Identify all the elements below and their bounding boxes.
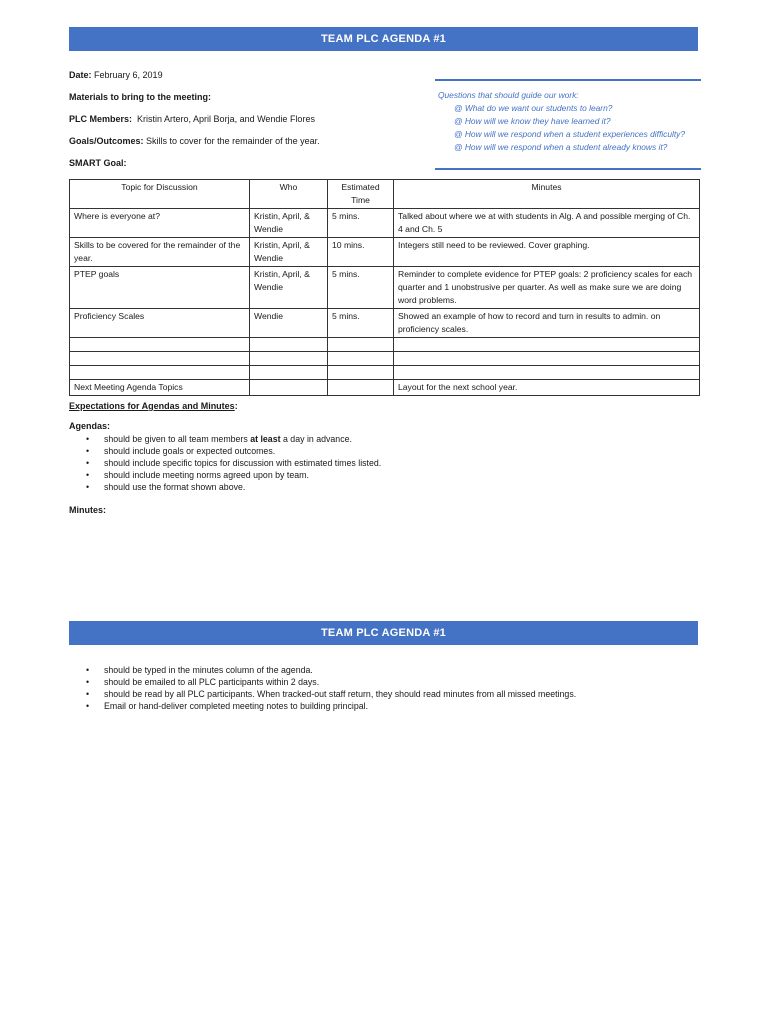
table-row — [70, 309, 700, 338]
header-minutes: Minutes — [394, 180, 700, 209]
cell-time — [328, 380, 394, 396]
agenda-title-banner-repeat — [69, 621, 698, 645]
cell-who — [250, 366, 328, 380]
question-item: @ How will we know they have learned it? — [454, 116, 611, 126]
list-item — [86, 676, 576, 688]
cell-minutes — [394, 352, 700, 366]
agendas-label-line — [69, 421, 110, 431]
minutes-list — [86, 664, 576, 712]
list-item — [86, 445, 381, 457]
materials-label: Materials to bring to the meeting: — [69, 92, 212, 102]
list-item — [86, 457, 381, 469]
goals-value: Skills to cover for the remainder of the year. — [146, 136, 320, 146]
cell-time — [328, 338, 394, 352]
agenda-title: TEAM PLC AGENDA #1 — [320, 627, 447, 639]
questions-heading: Questions that should guide our work: — [438, 90, 579, 100]
cell-who — [250, 338, 328, 352]
materials-line — [69, 92, 211, 102]
table-row — [70, 209, 700, 238]
cell-topic: Proficiency Scales — [70, 309, 250, 338]
table-row-empty — [70, 366, 700, 380]
cell-who: Kristin, April, & Wendie — [250, 267, 328, 309]
cell-minutes: Talked about where we at with students in Alg. A and possible merging of Ch. 4 and Ch. 5 — [394, 209, 700, 238]
cell-minutes: Integers still need to be reviewed. Cover graphing. — [394, 238, 700, 267]
agenda-rule-text: should include specific topics for discussion with estimated times listed. — [104, 458, 382, 468]
minutes-rule-text: should be read by all PLC participants. When tracked-out staff return, they should read minutes from all missed meetings. — [104, 689, 577, 699]
cell-time — [328, 352, 394, 366]
agenda-table — [69, 179, 700, 396]
list-item — [86, 433, 381, 445]
minutes-rule-text: should be typed in the minutes column of the agenda. — [104, 665, 313, 675]
cell-time — [328, 366, 394, 380]
agenda-rule-text: should include goals or expected outcomes. — [104, 446, 276, 456]
agendas-label: Agendas: — [69, 421, 111, 431]
agenda-rule-text-end: a day in advance. — [280, 434, 352, 444]
question-item: @ How will we respond when a student experiences difficulty? — [454, 129, 686, 139]
expectations-heading: Expectations for Agendas and Minutes — [69, 401, 235, 411]
members-value: Kristin Artero, April Borja, and Wendie Flores — [137, 114, 315, 124]
table-header-row — [70, 180, 700, 209]
cell-time: 5 mins. — [328, 309, 394, 338]
cell-time: 5 mins. — [328, 209, 394, 238]
header-estimated-time: Estimated Time — [328, 180, 394, 209]
table-row-empty — [70, 338, 700, 352]
cell-minutes: Layout for the next school year. — [394, 380, 700, 396]
cell-who: Kristin, April, & Wendie — [250, 238, 328, 267]
smart-goal-label: SMART Goal: — [69, 158, 127, 168]
cell-who — [250, 380, 328, 396]
agenda-title: TEAM PLC AGENDA #1 — [320, 33, 447, 45]
question-item: @ How will we respond when a student already knows it? — [454, 142, 668, 152]
cell-topic — [70, 338, 250, 352]
list-item — [86, 469, 381, 481]
agenda-title-banner — [69, 27, 698, 51]
cell-minutes: Showed an example of how to record and turn in results to admin. on proficiency scales. — [394, 309, 700, 338]
cell-topic: Skills to be covered for the remainder of the year. — [70, 238, 250, 267]
cell-who — [250, 352, 328, 366]
goals-label: Goals/Outcomes: — [69, 136, 144, 146]
cell-topic: Where is everyone at? — [70, 209, 250, 238]
table-row — [70, 380, 700, 396]
cell-minutes — [394, 366, 700, 380]
date-value: February 6, 2019 — [94, 70, 163, 80]
expectations-heading-line — [69, 401, 238, 411]
cell-topic: PTEP goals — [70, 267, 250, 309]
question-item: @ What do we want our students to learn? — [454, 103, 613, 113]
agenda-rule-emphasis: at least — [250, 434, 281, 444]
guiding-questions-box — [435, 79, 701, 170]
minutes-label: Minutes: — [69, 505, 106, 515]
date-label: Date: — [69, 70, 92, 80]
header-topic: Topic for Discussion — [70, 180, 250, 209]
goals-line — [69, 136, 320, 146]
expectations-heading-colon: : — [234, 401, 238, 411]
list-item — [86, 688, 576, 700]
cell-minutes — [394, 338, 700, 352]
list-item — [86, 481, 381, 493]
table-row — [70, 238, 700, 267]
cell-topic: Next Meeting Agenda Topics — [70, 380, 250, 396]
cell-topic — [70, 352, 250, 366]
list-item — [86, 700, 576, 712]
header-who: Who — [250, 180, 328, 209]
smart-goal-line — [69, 158, 127, 168]
members-line — [69, 114, 315, 124]
date-line — [69, 70, 163, 80]
minutes-label-line — [69, 505, 106, 515]
table-row — [70, 267, 700, 309]
cell-time: 10 mins. — [328, 238, 394, 267]
agenda-rule-text: should include meeting norms agreed upon by team. — [104, 470, 309, 480]
cell-who: Kristin, April, & Wendie — [250, 209, 328, 238]
minutes-rule-text: should be emailed to all PLC participants within 2 days. — [104, 677, 320, 687]
agenda-rule-text: should use the format shown above. — [104, 482, 246, 492]
minutes-rule-text: Email or hand-deliver completed meeting notes to building principal. — [104, 701, 369, 711]
cell-who: Wendie — [250, 309, 328, 338]
cell-minutes: Reminder to complete evidence for PTEP goals: 2 proficiency scales for each quarter and 1 unobstrusive per quarter. As well as make sure we are doing word problems. — [394, 267, 700, 309]
list-item — [86, 664, 576, 676]
cell-time: 5 mins. — [328, 267, 394, 309]
table-row-empty — [70, 352, 700, 366]
agenda-rule-text: should be given to all team members — [104, 434, 251, 444]
members-label: PLC Members: — [69, 114, 133, 124]
agendas-list — [86, 433, 381, 493]
cell-topic — [70, 366, 250, 380]
